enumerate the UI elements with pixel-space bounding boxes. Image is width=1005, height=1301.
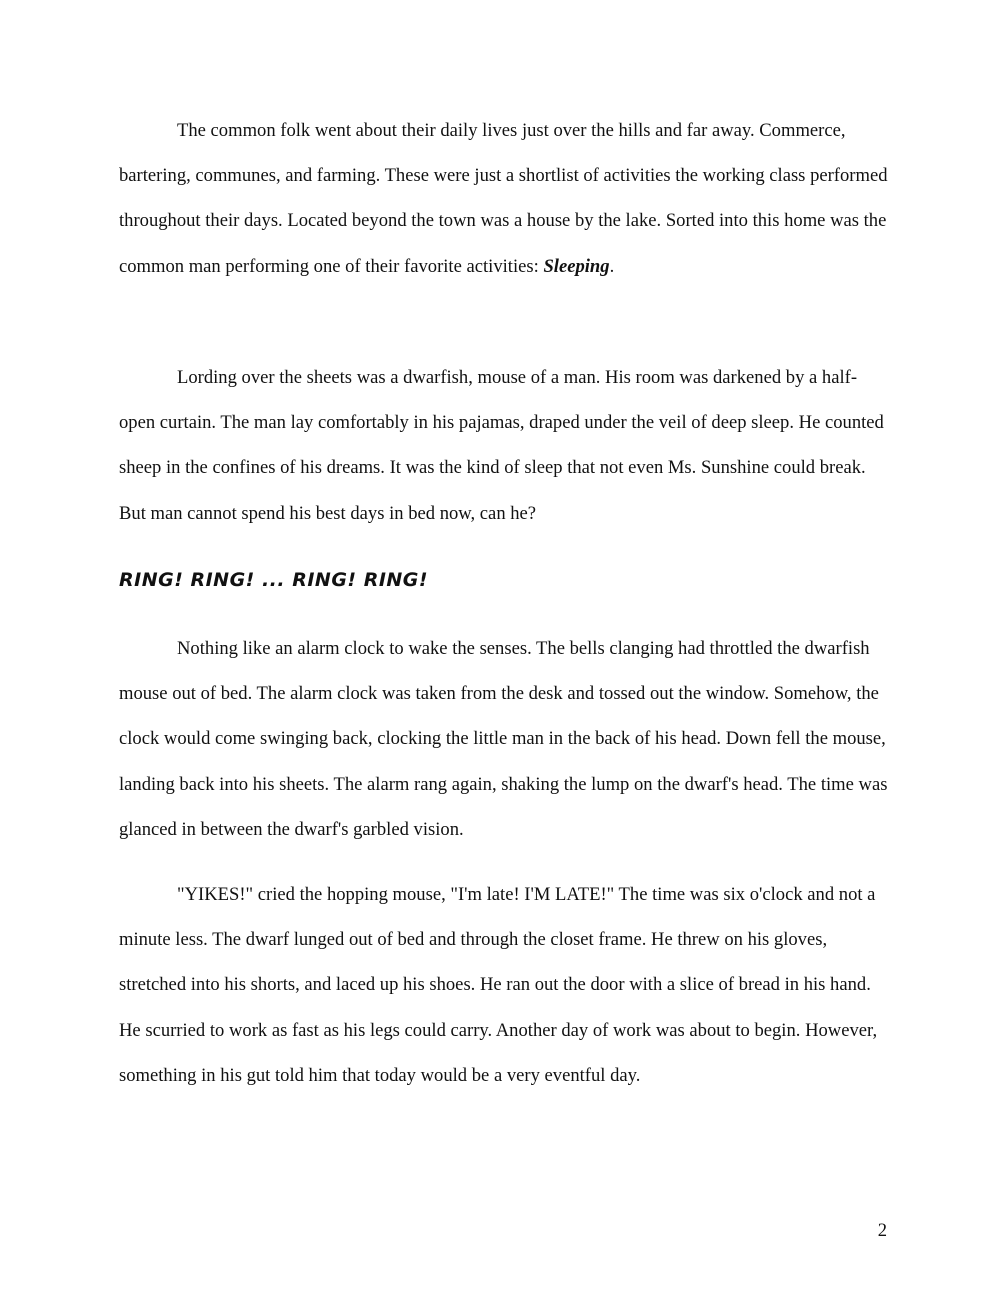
page-number: 2 [877,1220,887,1241]
sound-effect-heading: RING! RING! ... RING! RING! [119,569,429,591]
paragraph-1-text: The common folk went about their daily lives just over the hills and far away. Commerce, bartering, communes, and farming. These were just a shortlist of activities the working class performed throughout their days. Located beyond the town was a house by the lake. Sorted into this home was the common man performing one of their favorite activities: [119,120,888,277]
story-paragraph-4 [119,872,891,1098]
paragraph-2-text: Lording over the sheets was a dwarfish, mouse of a man. His room was darkened by a half-open curtain. The man lay comfortably in his pajamas, draped under the veil of deep sleep. He counted sheep in the confines of his dreams. It was the kind of sleep that not even Ms. Sunshine could break. But man cannot spend his best days in bed now, can he? [119,367,884,524]
story-paragraph-1 [119,108,891,289]
paragraph-4-text: "YIKES!" cried the hopping mouse, "I'm late! I'M LATE!" The time was six o'clock and not a minute less. The dwarf lunged out of bed and through the closet frame. He threw on his gloves, stretched into his shorts, and laced up his shoes. He ran out the door with a slice of bread in his hand. He scurried to work as fast as his legs could carry. Another day of work was about to begin. However, something in his gut told him that today would be a very eventful day. [119,884,878,1086]
story-paragraph-3 [119,626,891,852]
paragraph-3-text: Nothing like an alarm clock to wake the senses. The bells clanging had throttled the dwarfish mouse out of bed. The alarm clock was taken from the desk and tossed out the window. Somehow, the clock would come swinging back, clocking the little man in the back of his head. Down fell the mouse, landing back into his sheets. The alarm rang again, shaking the lump on the dwarf's head. The time was glanced in between the dwarf's garbled vision. [119,638,888,840]
story-paragraph-2 [119,355,891,536]
paragraph-1-end: . [609,255,615,277]
paragraph-1-emphasis: Sleeping [543,255,610,277]
